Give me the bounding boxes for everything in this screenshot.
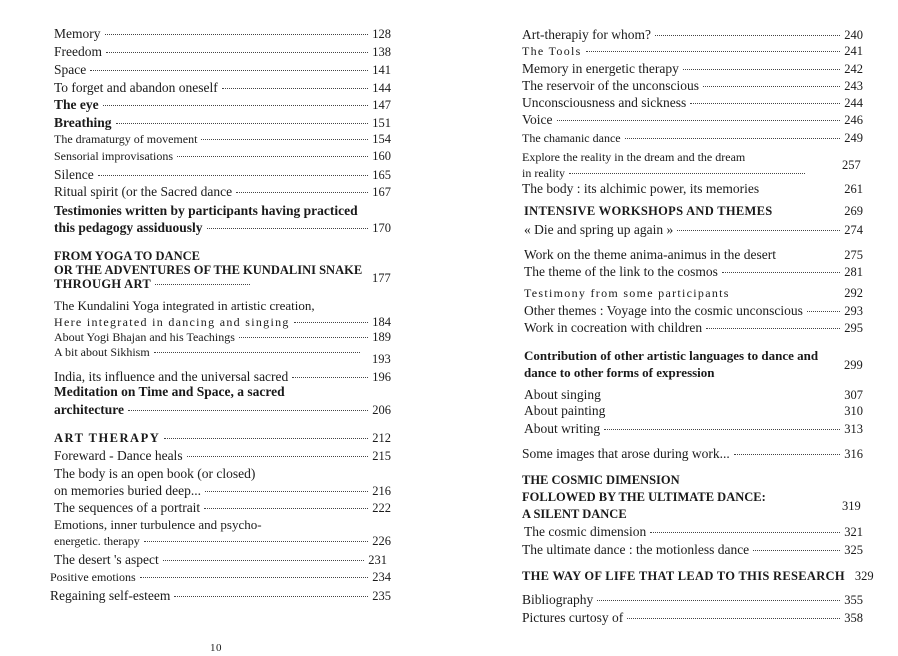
toc-entry-page: 138 <box>372 45 391 59</box>
toc-entry-title: Memory <box>54 26 101 41</box>
dot-leader <box>604 429 840 430</box>
toc-entry-title: Art-therapiy for whom? <box>522 27 651 42</box>
toc-entry-page: 249 <box>844 131 863 145</box>
dot-leader <box>164 438 368 439</box>
toc-entry <box>522 181 863 197</box>
toc-entry-page: 206 <box>372 403 391 417</box>
toc-entry-page: 184 <box>372 315 391 329</box>
toc-entry-title: About writing <box>524 421 601 436</box>
toc-entry-title: Work in cocreation with children <box>524 320 703 335</box>
toc-entry-page: 235 <box>372 589 391 603</box>
section-heading: dance to other forms of expression <box>524 365 715 380</box>
toc-entry <box>54 534 391 549</box>
toc-entry-page: 165 <box>372 168 391 182</box>
toc-entry <box>54 448 391 464</box>
toc-entry-page: 244 <box>844 96 863 110</box>
dot-leader <box>569 173 805 174</box>
toc-entry-title: « Die and spring up again » <box>524 222 674 237</box>
toc-entry-page: 358 <box>844 611 863 625</box>
toc-entry-title: architecture <box>54 402 124 417</box>
dot-leader <box>103 105 369 106</box>
section-heading: A SILENT DANCE <box>522 507 627 521</box>
dot-leader <box>144 541 369 542</box>
toc-entry-page: 234 <box>372 570 391 584</box>
section-heading: Contribution of other artistic languages to dance and <box>524 348 819 363</box>
toc-entry-title: Silence <box>54 167 94 182</box>
dot-leader <box>849 576 851 577</box>
toc-entry <box>524 320 863 336</box>
toc-entry-title: The body is an open book (or closed) <box>54 466 256 481</box>
toc-entry-title: India, its influence and the universal sacred <box>54 369 289 384</box>
dot-leader <box>154 352 360 353</box>
dot-leader <box>683 69 840 70</box>
toc-entry-page: 321 <box>844 525 863 539</box>
toc-entry-page: 325 <box>844 543 863 557</box>
toc-entry <box>54 80 391 96</box>
toc-entry-title: The theme of the link to the cosmos <box>524 264 718 279</box>
dot-leader <box>204 508 368 509</box>
dot-leader <box>557 120 841 121</box>
dot-leader <box>205 491 368 492</box>
toc-entry <box>54 115 391 131</box>
toc-entry-title: The reservoir of the unconscious <box>522 78 699 93</box>
toc-entry-title: The dramaturgy of movement <box>54 132 198 146</box>
toc-entry-page: 212 <box>372 431 391 445</box>
dot-leader <box>116 123 369 124</box>
toc-entry-title: About Yogi Bhajan and his Teachings <box>54 330 235 344</box>
toc-entry <box>54 330 391 345</box>
toc-entry-page: 261 <box>844 182 863 196</box>
dot-leader <box>690 103 840 104</box>
toc-entry-page: 154 <box>372 132 391 146</box>
dot-leader <box>703 86 840 87</box>
dot-leader <box>605 395 840 396</box>
toc-entry-page: 257 <box>842 158 861 172</box>
toc-entry-title: Bibliography <box>522 592 594 607</box>
toc-entry <box>50 588 391 604</box>
dot-leader <box>777 211 841 212</box>
toc-entry <box>522 112 863 128</box>
toc-entry-title: Testimony from some participants <box>524 286 730 300</box>
toc-entry <box>54 220 391 236</box>
toc-entry-title: Sensorial improvisations <box>54 149 173 163</box>
toc-entry <box>54 500 391 516</box>
toc-entry-title: The eye <box>54 97 99 112</box>
toc-entry-page: 231 <box>368 553 387 567</box>
toc-entry-title: The body : its alchimic power, its memories <box>522 181 760 196</box>
toc-entry <box>54 44 391 60</box>
toc-entry-title: Ritual spirit (or the Sacred dance <box>54 184 233 199</box>
toc-entry <box>522 61 863 77</box>
section-heading: INTENSIVE WORKSHOPS AND THEMES <box>524 204 773 218</box>
dot-leader <box>90 70 368 71</box>
toc-entry <box>54 97 391 113</box>
toc-entry-title: Emotions, inner turbulence and psycho- <box>54 517 262 532</box>
toc-entry-page: 307 <box>844 388 863 402</box>
toc-entry <box>50 570 391 585</box>
section-heading: OR THE ADVENTURES OF THE KUNDALINI SNAKE <box>54 263 363 277</box>
toc-entry <box>522 95 863 111</box>
toc-entry-title: Breathing <box>54 115 112 130</box>
toc-entry <box>522 542 863 558</box>
toc-entry-title: this pedagogy assiduously <box>54 220 203 235</box>
toc-entry-page: 316 <box>844 447 863 461</box>
toc-entry-page: 160 <box>372 149 391 163</box>
toc-entry-page: 189 <box>372 330 391 344</box>
dot-leader <box>780 255 840 256</box>
section-heading: THROUGH ART <box>54 277 151 291</box>
toc-entry-page: 243 <box>844 79 863 93</box>
toc-entry-title: Work on the theme anima-animus in the desert <box>524 247 776 262</box>
dot-leader <box>177 156 368 157</box>
dot-leader <box>807 311 840 312</box>
toc-entry-page: 226 <box>372 534 391 548</box>
toc-entry-page: 310 <box>844 404 863 418</box>
toc-entry <box>524 264 863 280</box>
toc-entry-page: 196 <box>372 370 391 384</box>
toc-entry-title: The sequences of a portrait <box>54 500 201 515</box>
toc-entry-title: Freedom <box>54 44 102 59</box>
dot-leader <box>163 560 364 561</box>
toc-entry-title: The chamanic dance <box>522 131 621 145</box>
toc-entry <box>54 167 391 183</box>
toc-entry-page: 292 <box>844 286 863 300</box>
toc-entry-page: 144 <box>372 81 391 95</box>
toc-entry <box>54 26 391 42</box>
toc-entry-title: Testimonies written by participants having practiced <box>54 203 358 218</box>
toc-entry <box>54 149 391 164</box>
toc-entry <box>54 552 387 568</box>
toc-entry <box>522 592 863 608</box>
dot-leader <box>609 411 840 412</box>
toc-entry-page: 246 <box>844 113 863 127</box>
toc-entry-title: The cosmic dimension <box>524 524 647 539</box>
dot-leader <box>597 600 840 601</box>
toc-entry <box>524 403 863 419</box>
toc-entry-title: Unconsciousness and sickness <box>522 95 687 110</box>
dot-leader <box>222 88 368 89</box>
toc-entry-title: Meditation on Time and Space, a sacred <box>54 384 285 399</box>
dot-leader <box>239 337 368 338</box>
toc-entry <box>54 431 391 446</box>
dot-leader <box>650 532 840 533</box>
toc-entry-title: The Tools <box>522 44 582 58</box>
toc-entry-page: 240 <box>844 28 863 42</box>
page-number: 10 <box>210 642 222 654</box>
dot-leader <box>105 34 369 35</box>
section-heading: FROM YOGA TO DANCE <box>54 249 200 263</box>
toc-entry-title: The desert 's aspect <box>54 552 159 567</box>
toc-entry-page: 274 <box>844 223 863 237</box>
toc-entry <box>54 369 391 385</box>
toc-entry <box>524 222 863 238</box>
dot-leader <box>292 377 368 378</box>
toc-entry <box>524 247 863 263</box>
toc-entry-title: Foreward - Dance heals <box>54 448 183 463</box>
toc-entry-page: 222 <box>372 501 391 515</box>
dot-leader <box>140 577 369 578</box>
dot-leader <box>207 228 369 229</box>
toc-entry <box>524 303 863 319</box>
dot-leader <box>586 51 841 52</box>
toc-entry-title: About singing <box>524 387 601 402</box>
toc-entry <box>522 131 863 146</box>
toc-entry <box>54 345 364 360</box>
toc-entry-page: 275 <box>844 248 863 262</box>
dot-leader <box>294 322 369 323</box>
toc-entry <box>54 184 391 200</box>
dot-leader <box>174 596 368 597</box>
dot-leader <box>655 35 840 36</box>
toc-entry-page: 215 <box>372 449 391 463</box>
toc-entry-page: 242 <box>844 62 863 76</box>
toc-entry <box>522 166 809 181</box>
toc-entry <box>54 62 391 78</box>
toc-entry <box>524 421 863 437</box>
section-heading: THE COSMIC DIMENSION <box>522 473 680 487</box>
toc-entry <box>522 78 863 94</box>
toc-entry-page: 355 <box>844 593 863 607</box>
dot-leader <box>201 139 368 140</box>
toc-entry-page: 167 <box>372 185 391 199</box>
toc-entry-page: 281 <box>844 265 863 279</box>
toc-entry <box>54 277 254 292</box>
dot-leader <box>98 175 369 176</box>
toc-entry <box>522 27 863 43</box>
toc-entry-page: 151 <box>372 116 391 130</box>
toc-entry-title: in reality <box>522 166 565 180</box>
dot-leader <box>236 192 368 193</box>
dot-leader <box>106 52 368 53</box>
toc-entry-page: 299 <box>844 358 863 372</box>
toc-entry-title: Pictures curtosy of <box>522 610 624 625</box>
dot-leader <box>706 328 840 329</box>
toc-entry <box>522 569 874 584</box>
toc-entry-page: 313 <box>844 422 863 436</box>
section-heading: FOLLOWED BY THE ULTIMATE DANCE: <box>522 490 766 504</box>
dot-leader <box>155 284 250 285</box>
toc-entry-page: 329 <box>854 569 874 583</box>
toc-entry <box>524 524 863 540</box>
toc-entry-page: 295 <box>844 321 863 335</box>
dot-leader <box>763 189 840 190</box>
toc-entry-title: Space <box>54 62 87 77</box>
toc-entry-page: 128 <box>372 27 391 41</box>
toc-entry-title: Here integrated in dancing and singing <box>54 315 290 329</box>
toc-entry-title: Some images that arose during work... <box>522 446 730 461</box>
toc-entry-page: 319 <box>842 499 861 513</box>
toc-entry <box>54 132 391 147</box>
toc-entry-page: 177 <box>372 271 391 285</box>
toc-entry-title: A bit about Sikhism <box>54 345 150 359</box>
toc-entry-title: Regaining self-esteem <box>50 588 171 603</box>
toc-entry-page: 170 <box>372 221 391 235</box>
dot-leader <box>734 293 841 294</box>
dot-leader <box>677 230 840 231</box>
dot-leader <box>722 272 840 273</box>
toc-entry-title: The ultimate dance : the motionless dance <box>522 542 750 557</box>
toc-entry-title: Memory in energetic therapy <box>522 61 679 76</box>
toc-entry-title: About painting <box>524 403 606 418</box>
toc-entry <box>54 402 391 418</box>
toc-entry-page: 269 <box>844 204 863 218</box>
toc-entry-title: on memories buried deep... <box>54 483 201 498</box>
toc-entry-title: Positive emotions <box>50 570 136 584</box>
dot-leader <box>625 138 841 139</box>
toc-entry <box>54 483 391 499</box>
toc-entry-page: 241 <box>844 44 863 58</box>
toc-entry-title: Other themes : Voyage into the cosmic unconscious <box>524 303 803 318</box>
dot-leader <box>753 550 840 551</box>
dot-leader <box>734 454 841 455</box>
toc-entry <box>522 610 863 626</box>
toc-entry <box>522 446 863 462</box>
toc-entry <box>524 387 863 403</box>
toc-entry-title: energetic. therapy <box>54 534 140 548</box>
toc-entry-page: 147 <box>372 98 391 112</box>
toc-entry <box>522 44 863 59</box>
toc-entry <box>524 204 863 219</box>
toc-entry <box>54 315 391 330</box>
toc-entry-title: Explore the reality in the dream and the dream <box>522 150 746 164</box>
toc-entry-title: The Kundalini Yoga integrated in artistic creation, <box>54 298 315 313</box>
dot-leader <box>627 618 840 619</box>
dot-leader <box>187 456 369 457</box>
toc-entry <box>524 286 863 301</box>
section-heading: ART THERAPY <box>54 431 161 445</box>
toc-entry-title: To forget and abandon oneself <box>54 80 218 95</box>
toc-entry-page: 216 <box>372 484 391 498</box>
dot-leader <box>128 410 368 411</box>
section-heading: THE WAY OF LIFE THAT LEAD TO THIS RESEARCH <box>522 569 845 583</box>
toc-entry-page: 293 <box>844 304 863 318</box>
toc-entry-page: 193 <box>372 352 391 366</box>
toc-entry-page: 141 <box>372 63 391 77</box>
toc-entry-title: Voice <box>522 112 553 127</box>
